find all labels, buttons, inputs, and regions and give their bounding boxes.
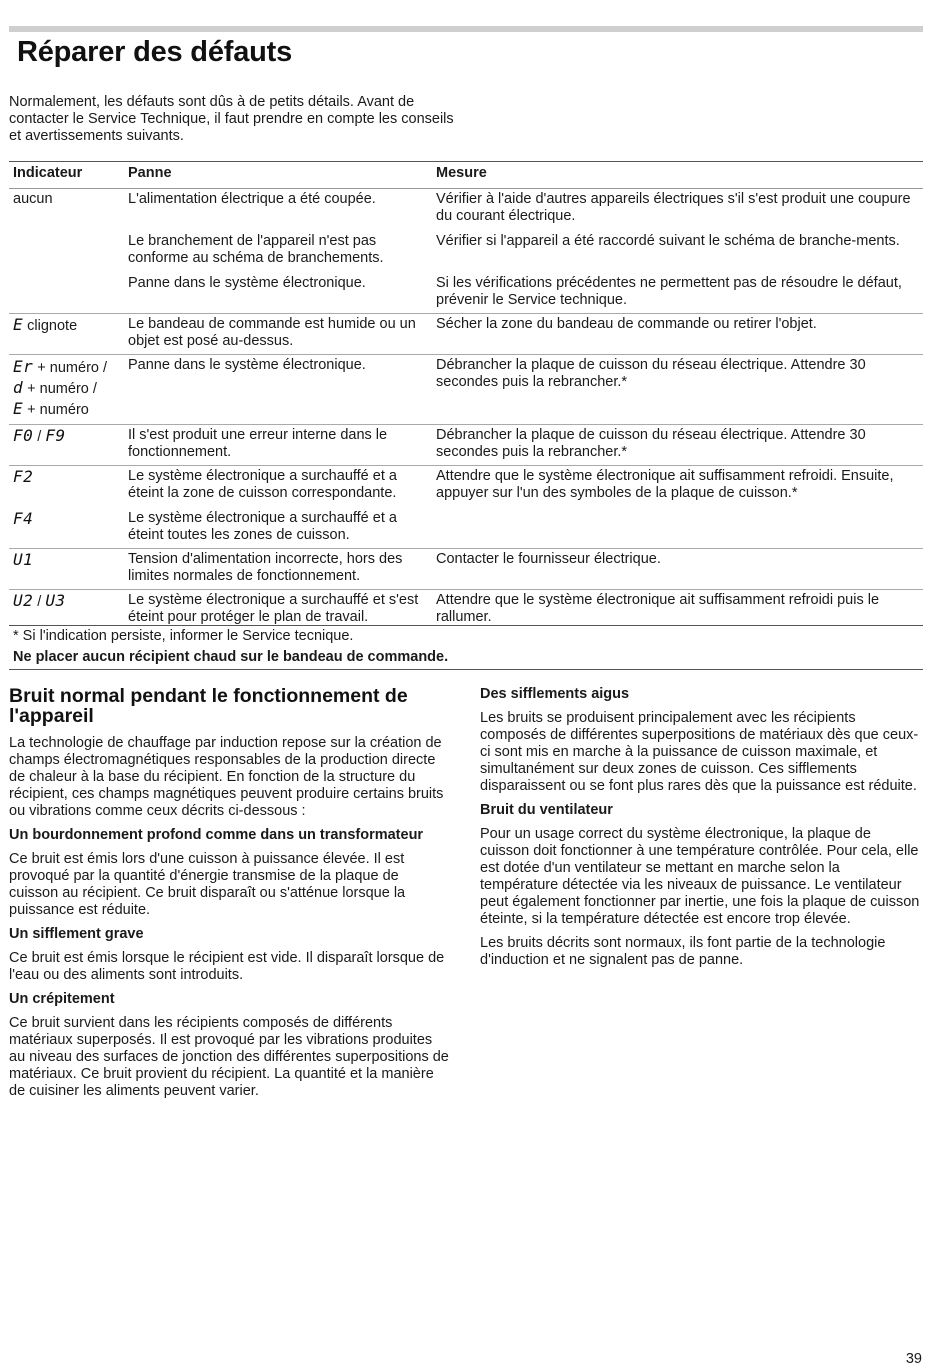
segment-code: Er [13,357,34,376]
fault-cell: Panne dans le système électronique. [124,267,432,314]
table-row [9,189,923,226]
segment-code: E [13,399,24,418]
table-row [9,502,923,549]
indicator-separator: / [37,429,42,445]
table-footnote: * Si l'indication persiste, informer le Service tecnique. [13,628,354,644]
fault-cell: Le bandeau de commande est humide ou un objet est posé au-dessus. [124,314,432,355]
measure-cell: Sécher la zone du bandeau de commande ou retirer l'objet. [432,314,923,355]
segment-code: E [13,315,24,334]
noise-closing: Les bruits décrits sont normaux, ils font partie de la technologie d'induction et ne signalent pas de panne. [480,935,886,968]
indicator-text: + numéro / [37,360,108,376]
table-row [9,549,923,590]
fault-cell: Le branchement de l'appareil n'est pas conforme au schéma de branchements. [128,233,384,266]
indicator-text: + numéro / [27,381,97,397]
faults-table [9,161,923,626]
table-row [9,355,923,425]
section-text: Ce bruit survient dans les récipients composés de différents matériaux superposés. Il est provoqué par les vibrations produites au niveau des surfaces de jonction des différentes superpositions de matériaux. Ce bruit provient du récipient. La quantité et la manière de cuisiner les aliments peuvent varier. [9,1015,449,1099]
measure-cell: Vérifier si l'appareil a été raccordé suivant le schéma de branche-ments. [436,233,900,249]
segment-code: U1 [13,550,34,569]
header-fault: Panne [124,162,432,189]
measure-cell [432,502,923,549]
indicator-separator: / [37,594,42,610]
fault-cell: Le système électronique a surchauffé et s'est éteint pour protéger le plan de travail. [128,592,419,625]
section-text: Ce bruit est émis lorsque le récipient est vide. Il disparaît lorsque de l'eau ou des aliments sont introduits. [9,950,445,983]
indicator-cell [9,590,124,627]
section-title: Un bourdonnement profond comme dans un transformateur [9,827,424,843]
table-warning: Ne placer aucun récipient chaud sur le bandeau de commande. [13,649,449,665]
header-indicator: Indicateur [9,162,124,189]
fault-cell: Il s'est produit une erreur interne dans le fonctionnement. [124,425,432,466]
segment-code: d [13,378,24,397]
intro-paragraph: Normalement, les défauts sont dûs à de petits détails. Avant de contacter le Service Technique, il faut prendre en compte les conseils et avertissements suivants. [9,94,454,144]
table-bottom-rule [9,625,923,626]
table-row [9,425,923,466]
indicator-cell [9,314,124,355]
segment-code: U3 [45,591,66,610]
section-title: Un crépitement [9,991,115,1007]
fault-cell: Le système électronique a surchauffé et a éteint la zone de cuisson correspondante. [128,468,397,501]
noise-heading: Bruit normal pendant le fonctionnement de l'appareil [9,685,408,727]
measure-cell: Attendre que le système électronique ait suffisamment refroidi. Ensuite, appuyer sur l'un des symboles de la plaque de cuisson.* [436,468,894,501]
noise-right-column [480,686,922,976]
indicator-text: + numéro [27,402,89,418]
table-row [9,225,923,267]
page-number: 39 [905,1351,922,1367]
indicator-cell [9,466,124,503]
table-row [9,590,923,627]
fault-cell: Panne dans le système électronique. [124,355,432,425]
indicator-text: clignote [27,318,78,334]
page-title: Réparer des défauts [17,36,293,68]
table-row [9,267,923,314]
measure-cell: Vérifier à l'aide d'autres appareils électriques s'il s'est produit une coupure du courant électrique. [436,191,911,224]
section-text: Pour un usage correct du système électronique, la plaque de cuisson doit fonctionner à une température contrôlée. Pour cela, elle est dotée d'un ventilateur se mettant en marche selon la température détectée via les niveaux de puissance. Le ventilateur peut également fonctionner par inertie, une fois la plaque de cuisson éteinte, si la température détectée est encore trop élevée. [480,826,920,927]
measure-cell: Débrancher la plaque de cuisson du réseau électrique. Attendre 30 secondes puis la rebrancher.* [432,355,923,425]
fault-cell: Tension d'alimentation incorrecte, hors des limites normales de fonctionnement. [124,549,432,590]
measure-cell: Attendre que le système électronique ait suffisamment refroidi puis le rallumer. [436,592,880,625]
fault-cell: L'alimentation électrique a été coupée. [128,191,376,207]
indicator-cell [9,502,124,549]
indicator-cell [9,267,124,314]
noise-intro: La technologie de chauffage par induction repose sur la création de champs électromagnétiques responsables de la production directe de chaleur à la base du récipient. En fonction de la structure du récipient, ces champs magnétiques peuvent produire certains bruits ou vibrations comme ceux décrits ci-dessous : [9,735,444,819]
fault-cell: Le système électronique a surchauffé et a éteint toutes les zones de cuisson. [124,502,432,549]
section-title: Bruit du ventilateur [480,802,613,818]
indicator-cell [9,425,124,466]
measure-cell: Si les vérifications précédentes ne permettent pas de résoudre le défaut, prévenir le Service technique. [432,267,923,314]
table-row [9,314,923,355]
segment-code: F9 [45,426,66,445]
section-title: Des sifflements aigus [480,686,630,702]
header-measure: Mesure [432,162,923,189]
indicator-cell [9,355,124,425]
table-row [9,466,923,503]
indicator-cell [9,549,124,590]
section-text: Ce bruit est émis lors d'une cuisson à puissance élevée. Il est provoqué par la quantité d'énergie transmise de la plaque de cuisson au récipient. Ce bruit disparaît ou s'atténue lorsque la puissance est réduite. [9,851,406,918]
segment-code: F0 [13,426,34,445]
section-text: Les bruits se produisent principalement avec les récipients composés de différentes superpositions de matériaux dès que ceux-ci sont mis en marche à la puissance de cuisson maximale, et simultanément sur deux zones de cuisson. Ces sifflements disparaissent ou se font plus rares dès que la puissance est réduite. [480,710,919,794]
section-title: Un sifflement grave [9,926,144,942]
indicator-cell [9,225,124,267]
segment-code: F2 [13,467,34,486]
measure-cell: Débrancher la plaque de cuisson du réseau électrique. Attendre 30 secondes puis la rebrancher.* [432,425,923,466]
indicator-cell: aucun [13,191,53,207]
measure-cell: Contacter le fournisseur électrique. [432,549,923,590]
table-header-row [9,162,923,189]
noise-left-column [9,686,451,1107]
segment-code: U2 [13,591,34,610]
footer-rule [9,669,923,670]
segment-code: F4 [13,509,34,528]
